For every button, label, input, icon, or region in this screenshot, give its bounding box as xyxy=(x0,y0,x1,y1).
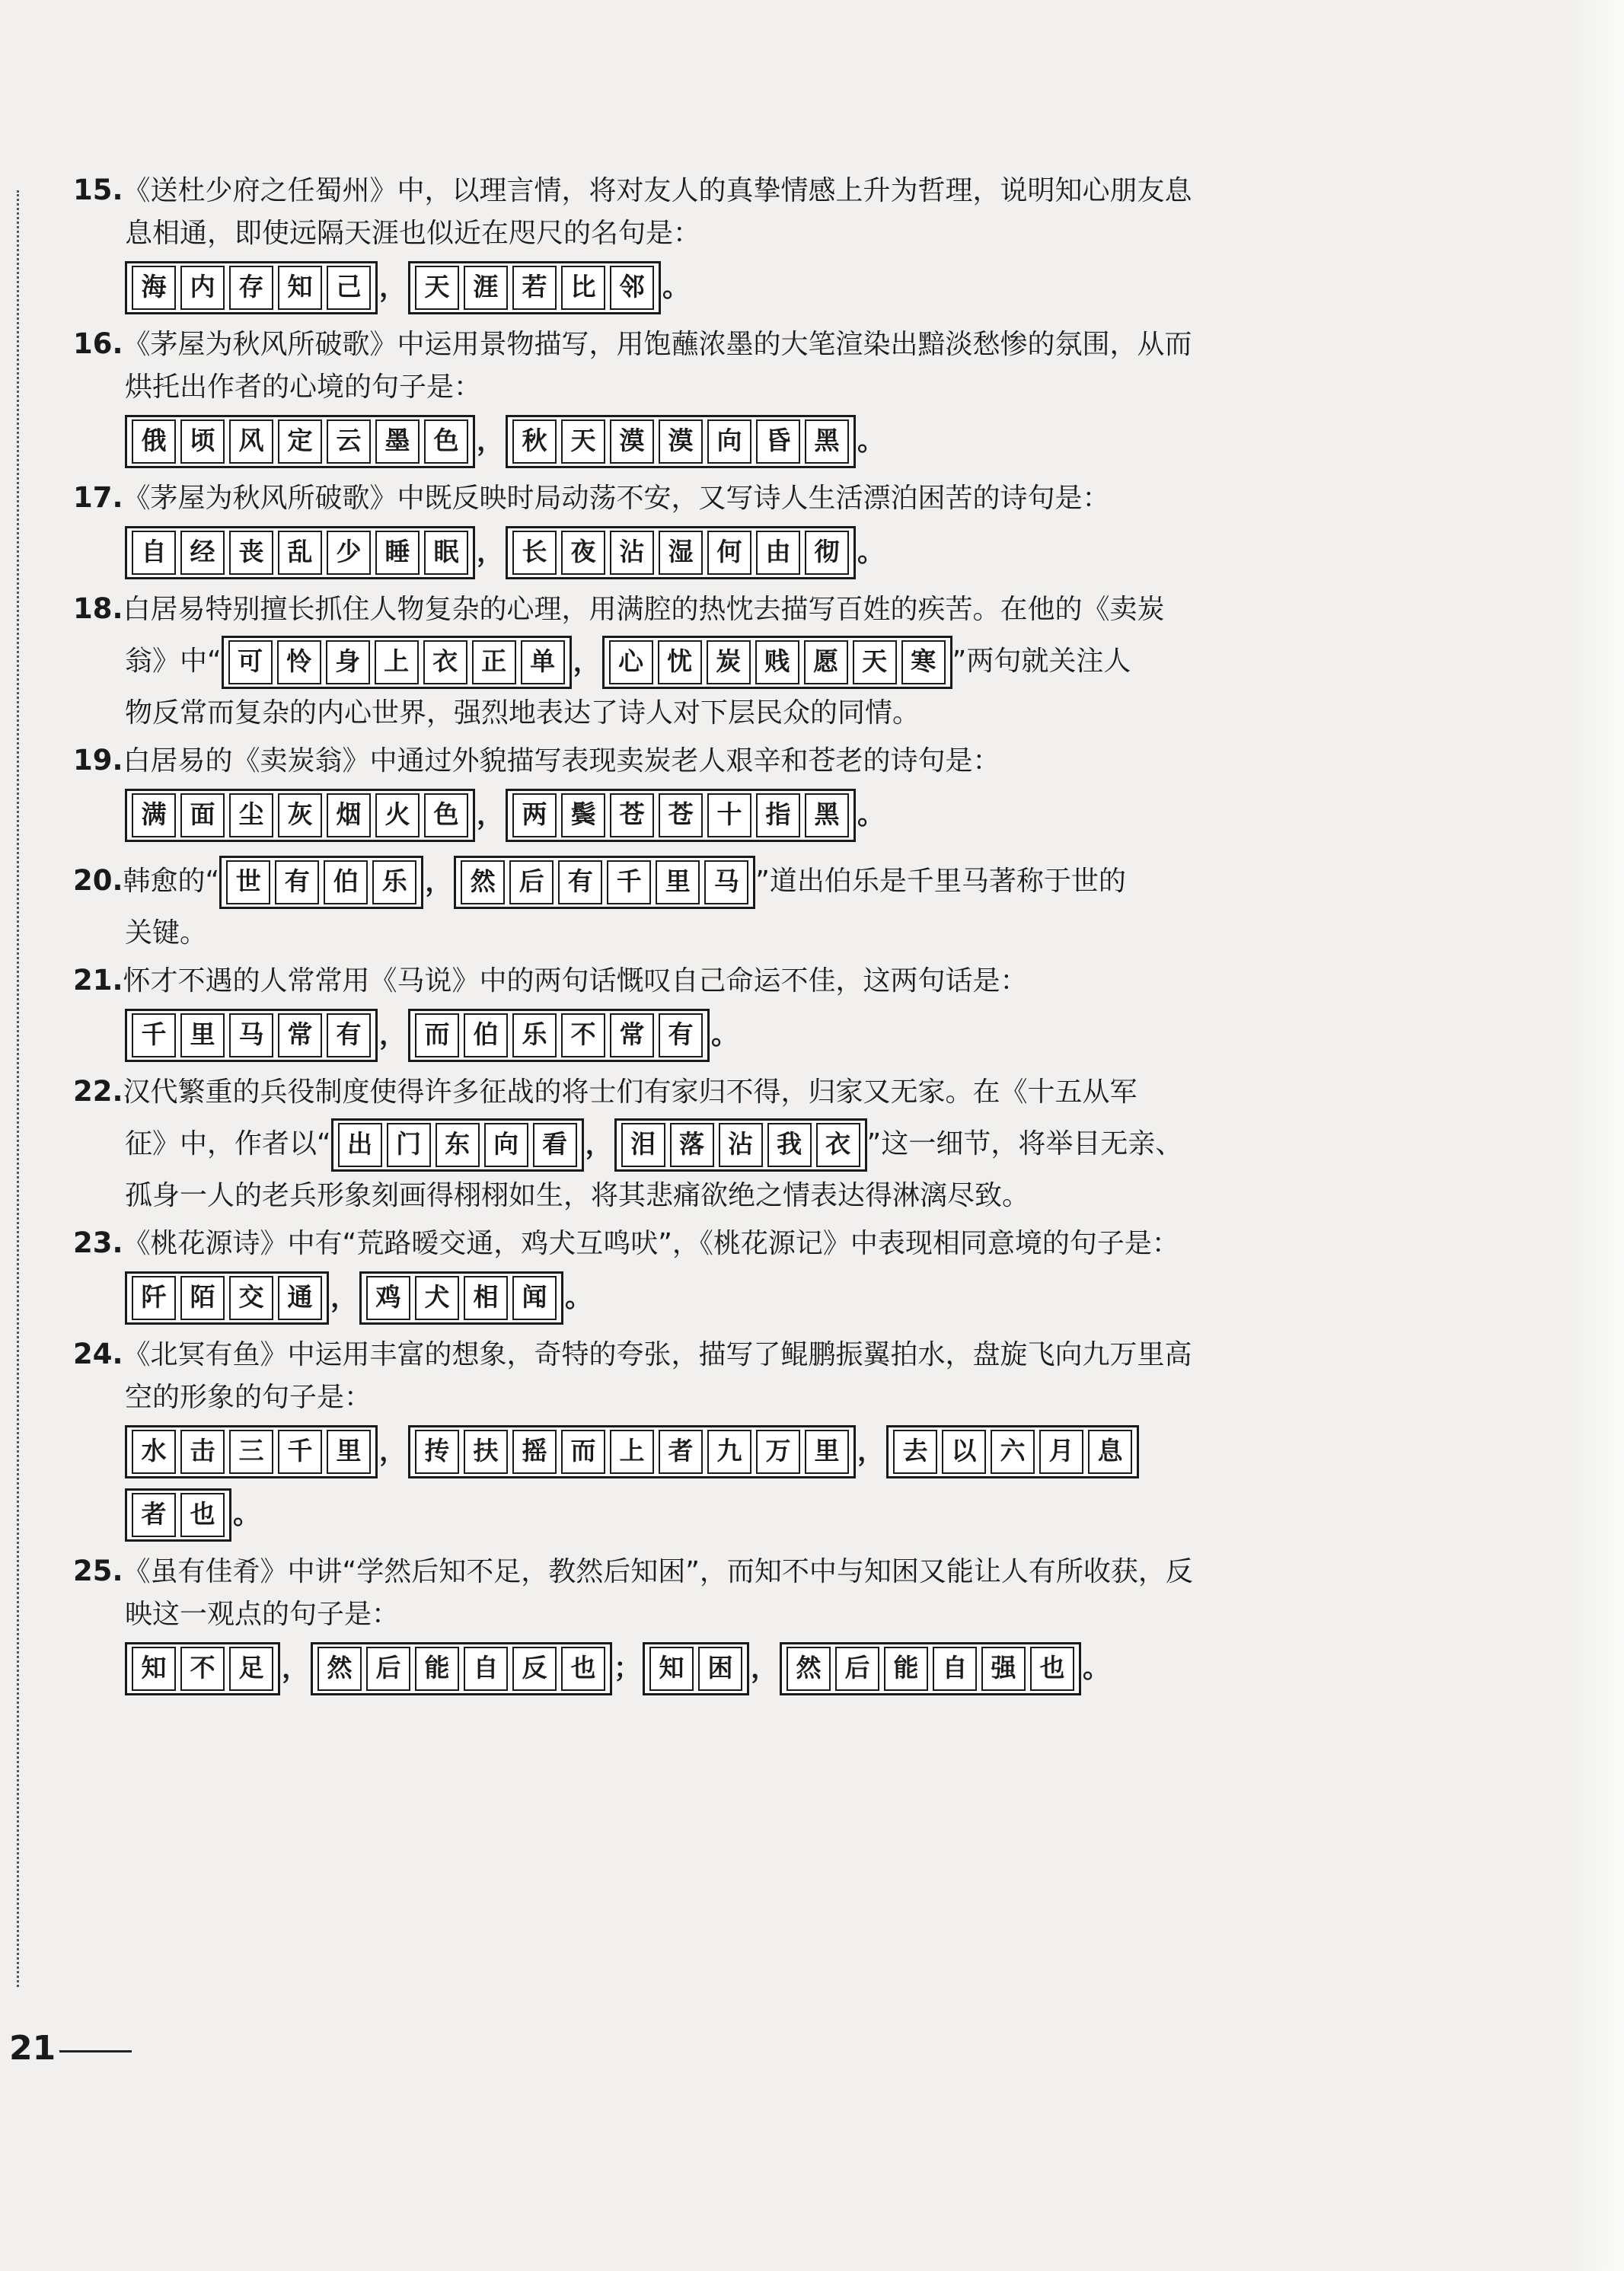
answer-char-box: 风 xyxy=(229,419,273,464)
answer-char-box: 色 xyxy=(424,793,468,837)
answer-group xyxy=(408,1425,856,1478)
question-19 xyxy=(73,739,1337,843)
answer-char-box: 内 xyxy=(180,266,225,310)
answer-char-box: 鬓 xyxy=(561,793,605,837)
answer-row xyxy=(222,646,952,677)
answer-char-box: 黑 xyxy=(805,419,849,464)
answer-char-box: 面 xyxy=(180,793,225,837)
page-number-rule xyxy=(59,2050,132,2053)
answer-group xyxy=(408,1009,710,1062)
answer-char-box: 何 xyxy=(707,531,751,575)
answer-char-box: 墨 xyxy=(375,419,420,464)
question-text: 映这一观点的句子是： xyxy=(125,1599,400,1630)
answer-separator: ， xyxy=(379,272,407,303)
answer-char-box: 眠 xyxy=(424,531,468,575)
answer-char-box: 千 xyxy=(132,1013,176,1057)
answer-char-box: 里 xyxy=(180,1013,225,1057)
answer-char-box: 九 xyxy=(707,1430,751,1474)
answer-char-box: 灰 xyxy=(278,793,322,837)
question-number: 23. xyxy=(73,1226,123,1259)
question-number: 19. xyxy=(73,744,123,777)
answer-char-box: 苍 xyxy=(659,793,703,837)
question-text: 《茅屋为秋风所破歌》中运用景物描写，用饱蘸浓墨的大笔渲染出黯淡愁惨的氛围，从而 xyxy=(123,329,1192,360)
question-number: 21. xyxy=(73,964,123,997)
answer-char-box: 交 xyxy=(229,1276,273,1320)
answer-char-box: 知 xyxy=(278,266,322,310)
answer-char-box: 彻 xyxy=(805,531,849,575)
answer-char-box: 秋 xyxy=(512,419,557,464)
question-text-line xyxy=(73,323,1337,366)
answer-char-box: 身 xyxy=(326,640,370,684)
answer-char-box: 后 xyxy=(366,1647,410,1691)
answer-group xyxy=(359,1271,563,1325)
answer-end-mark: 。 xyxy=(1083,1653,1111,1684)
answer-char-box: 万 xyxy=(756,1430,800,1474)
answer-char-box: 天 xyxy=(415,266,459,310)
answer-row xyxy=(73,525,1337,580)
answer-char-box: 以 xyxy=(942,1430,986,1474)
answer-group xyxy=(125,415,475,468)
answer-char-box: 然 xyxy=(461,860,505,904)
answer-group xyxy=(614,1118,867,1172)
question-text: 翁》中“ xyxy=(125,646,222,677)
answer-char-box: 东 xyxy=(436,1123,480,1167)
question-text-line xyxy=(73,739,1337,783)
answer-char-box: 云 xyxy=(327,419,371,464)
question-number: 16. xyxy=(73,327,123,360)
question-text: 白居易的《卖炭翁》中通过外貌描写表现卖炭老人艰辛和苍老的诗句是： xyxy=(123,745,1000,777)
question-text-line xyxy=(73,588,1337,631)
answer-char-box: 愿 xyxy=(804,640,848,684)
question-text-line xyxy=(73,1550,1337,1593)
answer-group xyxy=(125,1271,329,1325)
answer-char-box: 十 xyxy=(707,793,751,837)
answer-end-mark: 。 xyxy=(711,1019,739,1051)
answer-char-box: 心 xyxy=(609,640,653,684)
answer-char-box: 然 xyxy=(786,1647,831,1691)
question-text-line xyxy=(73,631,1337,692)
question-22 xyxy=(73,1070,1337,1217)
answer-char-box: 烟 xyxy=(327,793,371,837)
answer-char-box: 困 xyxy=(698,1647,742,1691)
answer-separator: ， xyxy=(585,1129,613,1160)
answer-char-box: 乐 xyxy=(372,860,416,904)
answer-row xyxy=(73,1270,1337,1325)
question-text: 韩愈的“ xyxy=(123,866,220,897)
answer-char-box: 后 xyxy=(509,860,554,904)
answer-char-box: 也 xyxy=(1030,1647,1074,1691)
answer-char-box: 击 xyxy=(180,1430,225,1474)
answer-group xyxy=(125,1425,378,1478)
answer-char-box: 俄 xyxy=(132,419,176,464)
question-20 xyxy=(73,850,1337,955)
answer-char-box: 相 xyxy=(464,1276,508,1320)
answer-char-box: 息 xyxy=(1088,1430,1132,1474)
answer-char-box: 经 xyxy=(180,531,225,575)
answer-char-box: 忧 xyxy=(658,640,702,684)
answer-group xyxy=(311,1642,612,1695)
question-text: 征》中，作者以“ xyxy=(125,1128,331,1159)
answer-char-box: 看 xyxy=(533,1123,577,1167)
question-text: 烘托出作者的心境的句子是： xyxy=(125,372,482,403)
answer-char-box: 漠 xyxy=(659,419,703,464)
answer-char-box: 炭 xyxy=(707,640,751,684)
answer-char-box: 上 xyxy=(375,640,419,684)
answer-separator: ， xyxy=(751,1653,779,1684)
answer-group xyxy=(454,856,755,909)
page-number: 21 xyxy=(9,2029,56,2068)
answer-char-box: 少 xyxy=(327,531,371,575)
answer-group xyxy=(886,1425,1139,1478)
answer-char-box: 千 xyxy=(607,860,651,904)
answer-group xyxy=(125,261,378,314)
answer-group xyxy=(219,856,423,909)
answer-char-box: 能 xyxy=(415,1647,459,1691)
question-number: 17. xyxy=(73,481,123,514)
question-text: 《北冥有鱼》中运用丰富的想象，奇特的夸张，描写了鲲鹏振翼拍水，盘旋飞向九万里高 xyxy=(123,1339,1192,1370)
question-text: 白居易特别擅长抓住人物复杂的心理，用满腔的热忱去描写百姓的疾苦。在他的《卖炭 xyxy=(123,594,1165,625)
answer-char-box: 衣 xyxy=(423,640,467,684)
question-list xyxy=(73,169,1337,1704)
answer-char-box: 不 xyxy=(561,1013,605,1057)
question-text-line xyxy=(73,1222,1337,1265)
answer-char-box: 有 xyxy=(558,860,602,904)
answer-char-box: 不 xyxy=(180,1647,225,1691)
answer-char-box: 犬 xyxy=(415,1276,459,1320)
answer-separator: ， xyxy=(425,866,453,898)
answer-char-box: 尘 xyxy=(229,793,273,837)
question-17 xyxy=(73,477,1337,580)
answer-char-box: 可 xyxy=(228,640,273,684)
answer-char-box: 向 xyxy=(707,419,751,464)
answer-separator: ， xyxy=(573,646,601,678)
answer-char-box: 闻 xyxy=(512,1276,557,1320)
answer-char-box: 定 xyxy=(278,419,322,464)
question-16 xyxy=(73,323,1337,469)
answer-row xyxy=(73,1007,1337,1063)
answer-group xyxy=(125,1642,280,1695)
answer-char-box: 陌 xyxy=(180,1276,225,1320)
answer-char-box: 里 xyxy=(327,1430,371,1474)
answer-row xyxy=(219,866,755,897)
answer-char-box: 扶 xyxy=(464,1430,508,1474)
answer-char-box: 我 xyxy=(767,1123,812,1167)
answer-group xyxy=(408,261,661,314)
answer-separator: ， xyxy=(282,1653,310,1684)
question-text: 《桃花源诗》中有“荒路暧交通，鸡犬互鸣吠”，《桃花源记》中表现相同意境的句子是： xyxy=(123,1228,1179,1259)
answer-char-box: 马 xyxy=(704,860,748,904)
question-text-line xyxy=(73,169,1337,212)
answer-char-box: 单 xyxy=(521,640,565,684)
question-15 xyxy=(73,169,1337,315)
answer-char-box: 常 xyxy=(278,1013,322,1057)
answer-end-mark: 。 xyxy=(857,426,885,457)
answer-char-box: 落 xyxy=(670,1123,714,1167)
answer-char-box: 由 xyxy=(756,531,800,575)
answer-char-box: 自 xyxy=(464,1647,508,1691)
answer-char-box: 两 xyxy=(512,793,557,837)
answer-group xyxy=(125,789,475,842)
answer-char-box: 沾 xyxy=(719,1123,763,1167)
question-number: 20. xyxy=(73,864,123,897)
answer-separator: ， xyxy=(857,1436,885,1467)
question-number: 24. xyxy=(73,1338,123,1370)
answer-row xyxy=(331,1128,867,1159)
answer-char-box: 知 xyxy=(132,1647,176,1691)
question-23 xyxy=(73,1222,1337,1325)
answer-row xyxy=(73,1424,1337,1479)
answer-char-box: 夜 xyxy=(561,531,605,575)
answer-char-box: 若 xyxy=(512,266,557,310)
answer-char-box: 长 xyxy=(512,531,557,575)
answer-char-box: 乐 xyxy=(512,1013,557,1057)
answer-char-box: 伯 xyxy=(324,860,368,904)
question-text-line: 物反常而复杂的内心世界，强烈地表达了诗人对下层民众的同情。 xyxy=(125,697,920,729)
question-number: 22. xyxy=(73,1075,123,1108)
answer-char-box: 天 xyxy=(853,640,897,684)
answer-char-box: 摇 xyxy=(512,1430,557,1474)
answer-char-box: 能 xyxy=(884,1647,928,1691)
answer-char-box: 阡 xyxy=(132,1276,176,1320)
question-text-line xyxy=(73,850,1337,912)
answer-end-mark: 。 xyxy=(565,1282,593,1313)
answer-char-box: 存 xyxy=(229,266,273,310)
question-number: 18. xyxy=(73,592,123,625)
answer-separator: ， xyxy=(330,1282,359,1313)
answer-end-mark: 。 xyxy=(857,537,885,568)
answer-char-box: 沾 xyxy=(610,531,654,575)
answer-char-box: 湿 xyxy=(659,531,703,575)
question-text-line xyxy=(73,1376,1337,1419)
answer-char-box: 而 xyxy=(415,1013,459,1057)
answer-char-box: 六 xyxy=(991,1430,1035,1474)
answer-char-box: 通 xyxy=(278,1276,322,1320)
answer-group xyxy=(125,1488,231,1542)
answer-char-box: 顷 xyxy=(180,419,225,464)
question-24 xyxy=(73,1333,1337,1542)
question-text-line xyxy=(73,477,1337,520)
answer-group xyxy=(780,1642,1081,1695)
answer-char-box: 自 xyxy=(132,531,176,575)
answer-char-box: 有 xyxy=(659,1013,703,1057)
answer-char-box: 知 xyxy=(649,1647,694,1691)
answer-char-box: 正 xyxy=(472,640,516,684)
answer-separator: ， xyxy=(379,1019,407,1051)
question-text-line xyxy=(73,366,1337,409)
answer-char-box: 苍 xyxy=(610,793,654,837)
answer-group xyxy=(506,415,856,468)
answer-char-box: 鸡 xyxy=(366,1276,410,1320)
answer-char-box: 去 xyxy=(893,1430,937,1474)
answer-char-box: 己 xyxy=(327,266,371,310)
answer-end-mark: 。 xyxy=(857,799,885,831)
page-edge-shade xyxy=(1571,0,1624,2271)
question-text: ”道出伯乐是千里马著称于世的 xyxy=(755,866,1126,897)
answer-row xyxy=(73,1487,1337,1542)
answer-char-box: 后 xyxy=(835,1647,879,1691)
question-18 xyxy=(73,588,1337,735)
answer-separator: ， xyxy=(477,426,505,457)
answer-char-box: 天 xyxy=(561,419,605,464)
answer-char-box: 也 xyxy=(561,1647,605,1691)
answer-char-box: 有 xyxy=(275,860,319,904)
answer-row xyxy=(73,260,1337,315)
answer-end-mark: 。 xyxy=(662,272,691,303)
answer-separator: ， xyxy=(379,1436,407,1467)
question-number: 15. xyxy=(73,174,123,206)
answer-group xyxy=(222,636,572,689)
question-text: 空的形象的句子是： xyxy=(125,1382,372,1413)
answer-char-box: 者 xyxy=(659,1430,703,1474)
question-text-line xyxy=(73,959,1337,1003)
answer-row xyxy=(73,787,1337,843)
answer-separator: ； xyxy=(614,1653,642,1684)
answer-separator: ， xyxy=(477,537,505,568)
answer-char-box: 而 xyxy=(561,1430,605,1474)
answer-char-box: 然 xyxy=(317,1647,362,1691)
answer-char-box: 邻 xyxy=(610,266,654,310)
answer-char-box: 自 xyxy=(933,1647,977,1691)
answer-char-box: 三 xyxy=(229,1430,273,1474)
answer-separator: ， xyxy=(477,799,505,831)
answer-char-box: 马 xyxy=(229,1013,273,1057)
answer-char-box: 常 xyxy=(610,1013,654,1057)
question-25 xyxy=(73,1550,1337,1696)
answer-row xyxy=(73,413,1337,469)
answer-char-box: 世 xyxy=(226,860,270,904)
answer-char-box: 者 xyxy=(132,1493,176,1537)
answer-char-box: 反 xyxy=(512,1647,557,1691)
answer-char-box: 里 xyxy=(656,860,700,904)
question-text: ”两句就关注人 xyxy=(952,646,1131,677)
answer-char-box: 上 xyxy=(610,1430,654,1474)
answer-char-box: 贱 xyxy=(755,640,799,684)
question-text-line: 关键。 xyxy=(125,917,208,949)
answer-char-box: 色 xyxy=(424,419,468,464)
answer-row xyxy=(73,1641,1337,1696)
answer-char-box: 满 xyxy=(132,793,176,837)
answer-char-box: 里 xyxy=(805,1430,849,1474)
answer-end-mark: 。 xyxy=(233,1499,261,1530)
answer-char-box: 抟 xyxy=(415,1430,459,1474)
answer-char-box: 昏 xyxy=(756,419,800,464)
answer-char-box: 足 xyxy=(229,1647,273,1691)
answer-char-box: 火 xyxy=(375,793,420,837)
answer-group xyxy=(506,789,856,842)
answer-char-box: 比 xyxy=(561,266,605,310)
question-text: 《送杜少府之任蜀州》中，以理言情，将对友人的真挚情感上升为哲理，说明知心朋友息 xyxy=(123,175,1192,206)
answer-char-box: 睡 xyxy=(375,531,420,575)
question-21 xyxy=(73,959,1337,1063)
question-text-line xyxy=(73,1070,1337,1114)
answer-char-box: 漠 xyxy=(610,419,654,464)
question-text: 《茅屋为秋风所破歌》中既反映时局动荡不安，又写诗人生活漂泊困苦的诗句是： xyxy=(123,483,1110,514)
answer-char-box: 出 xyxy=(338,1123,382,1167)
answer-char-box: 乱 xyxy=(278,531,322,575)
question-text: 息相通，即使远隔天涯也似近在咫尺的名句是： xyxy=(125,218,701,249)
answer-char-box: 泪 xyxy=(621,1123,665,1167)
answer-char-box: 千 xyxy=(278,1430,322,1474)
answer-group xyxy=(125,526,475,579)
question-text-line xyxy=(73,212,1337,255)
answer-group xyxy=(506,526,856,579)
question-text-line: 孤身一人的老兵形象刻画得栩栩如生，将其悲痛欲绝之情表达得淋漓尽致。 xyxy=(125,1180,1030,1211)
question-text: 怀才不遇的人常常用《马说》中的两句话慨叹自己命运不佳，这两句话是： xyxy=(123,965,1028,997)
answer-char-box: 黑 xyxy=(805,793,849,837)
answer-group xyxy=(602,636,952,689)
answer-char-box: 门 xyxy=(387,1123,431,1167)
answer-char-box: 月 xyxy=(1039,1430,1083,1474)
question-number: 25. xyxy=(73,1555,123,1587)
question-text: ”这一细节，将举目无亲、 xyxy=(866,1128,1183,1159)
question-text: 《虽有佳肴》中讲“学然后知不足，教然后知困”，而知不中与知困又能让人有所收获，反 xyxy=(123,1556,1193,1587)
answer-char-box: 丧 xyxy=(229,531,273,575)
answer-char-box: 指 xyxy=(756,793,800,837)
question-text-line xyxy=(73,1593,1337,1636)
answer-char-box: 衣 xyxy=(816,1123,860,1167)
question-text-line xyxy=(73,1333,1337,1376)
answer-char-box: 水 xyxy=(132,1430,176,1474)
answer-char-box: 有 xyxy=(327,1013,371,1057)
question-text-line xyxy=(73,1114,1337,1175)
answer-char-box: 涯 xyxy=(464,266,508,310)
answer-group xyxy=(331,1118,584,1172)
answer-char-box: 伯 xyxy=(464,1013,508,1057)
answer-char-box: 海 xyxy=(132,266,176,310)
answer-char-box: 向 xyxy=(484,1123,528,1167)
answer-char-box: 怜 xyxy=(277,640,321,684)
answer-char-box: 寒 xyxy=(901,640,946,684)
answer-char-box: 强 xyxy=(981,1647,1026,1691)
answer-group xyxy=(643,1642,749,1695)
answer-group xyxy=(125,1009,378,1062)
binding-dotted-line xyxy=(17,190,19,1987)
answer-char-box: 也 xyxy=(180,1493,225,1537)
question-text: 汉代繁重的兵役制度使得许多征战的将士们有家归不得，归家又无家。在《十五从军 xyxy=(123,1076,1137,1108)
